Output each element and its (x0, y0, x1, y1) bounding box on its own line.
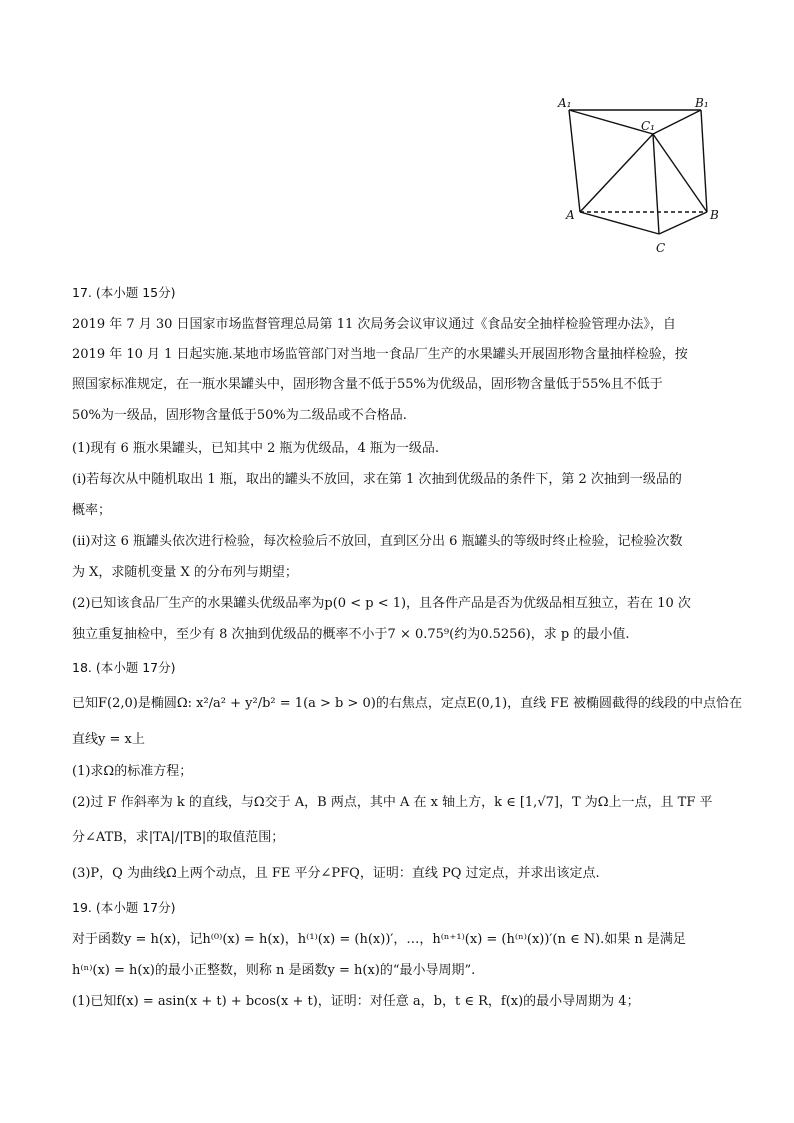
q18-line: (3)P，Q 为曲线Ω上两个动点，且 FE 平分∠PFQ，证明：直线 PQ 过定点，并求出该定点. (72, 866, 600, 881)
q19-line: (1)已知f(x) = asin(x + t) + bcos(x + t)，证明：对任意 a，b，t ∈ R，f(x)的最小导周期为 4； (72, 994, 640, 1009)
q17-line: 独立重复抽检中，至少有 8 次抽到优级品的概率不小于7 × 0.75⁹(约为0.5256)，求 p 的最小值. (72, 627, 630, 642)
prism-figure (555, 92, 740, 262)
label-A1: A₁ (558, 96, 572, 110)
q19-line: 对于函数y = h(x)，记h⁽⁰⁾(x) = h(x)，h⁽¹⁾(x) = (h(x))′，…，h⁽ⁿ⁺¹⁾(x) = (h⁽ⁿ⁾(x))′(n ∈ N).如果 n 是满足 (72, 932, 686, 947)
label-B1: B₁ (695, 96, 709, 110)
q17-line: 概率； (72, 503, 112, 518)
q17-line: 50%为一级品，固形物含量低于50%为二级品或不合格品. (72, 408, 407, 423)
q17-heading: 17. (本小题 15分) (72, 285, 176, 300)
edge-CB (659, 212, 707, 234)
edge-B1B (701, 110, 707, 212)
edge-C1C (653, 134, 659, 234)
label-C1: C₁ (641, 119, 655, 133)
q19-heading: 19. (本小题 17分) (72, 900, 176, 915)
q18-heading: 18. (本小题 17分) (72, 660, 176, 675)
label-B: B (710, 208, 719, 222)
q17-line: 照国家标准规定，在一瓶水果罐头中，固形物含量不低于55%为优级品，固形物含量低于55%且不低于 (72, 377, 663, 392)
edge-C1B1 (653, 110, 701, 134)
q19-line: h⁽ⁿ⁾(x) = h(x)的最小正整数，则称 n 是函数y = h(x)的“最小导周期”. (72, 963, 476, 978)
edge-A1A (569, 110, 580, 212)
label-A: A (566, 208, 575, 222)
q17-line: (1)现有 6 瓶水果罐头，已知其中 2 瓶为优级品，4 瓶为一级品. (72, 441, 440, 456)
q17-line: 2019 年 7 月 30 日国家市场监督管理总局第 11 次局务会议审议通过《食品安全抽样检验管理办法》，自 (72, 317, 676, 332)
edge-C1A (580, 134, 653, 212)
q17-line: (i)若每次从中随机取出 1 瓶，取出的罐头不放回，求在第 1 次抽到优级品的条件下，第 2 次抽到一级品的 (72, 472, 682, 487)
q18-line: 直线y = x上 (72, 732, 145, 747)
q18-line: (2)过 F 作斜率为 k 的直线，与Ω交于 A，B 两点，其中 A 在 x 轴上方，k ∈ [1,√7]，T 为Ω上一点，且 TF 平 (72, 795, 713, 810)
label-C: C (656, 241, 666, 255)
q17-line: 为 X，求随机变量 X 的分布列与期望； (72, 565, 298, 580)
q17-line: (ii)对这 6 瓶罐头依次进行检验，每次检验后不放回，直到区分出 6 瓶罐头的等级时终止检验，记检验次数 (72, 534, 683, 549)
q17-line: 2019 年 10 月 1 日起实施.某地市场监管部门对当地一食品厂生产的水果罐头开展固形物含量抽样检验，按 (72, 347, 688, 362)
edge-AC (580, 212, 659, 234)
q17-line: (2)已知该食品厂生产的水果罐头优级品率为p(0 < p < 1)，且各件产品是否为优级品相互独立，若在 10 次 (72, 596, 691, 611)
q18-line: (1)求Ω的标准方程； (72, 764, 193, 779)
q18-line: 已知F(2,0)是椭圆Ω: x²/a² + y²/b² = 1(a > b > 0)的右焦点，定点E(0,1)，直线 FE 被椭圆截得的线段的中点恰在 (72, 696, 742, 711)
q18-line: 分∠ATB，求|TA|/|TB|的取值范围； (72, 830, 285, 845)
edge-C1B (653, 134, 707, 212)
